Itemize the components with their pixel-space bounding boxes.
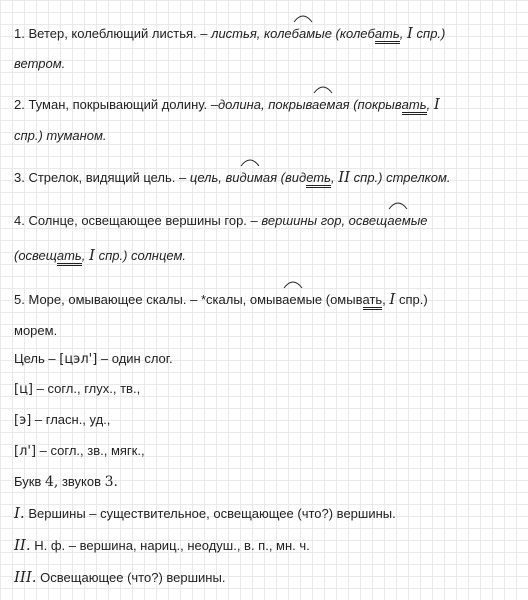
dash: – [179, 170, 187, 185]
conjugation-text: спр.) стрелком. [353, 170, 451, 185]
participle-phrase: Ветер, колеблющий листья. [28, 26, 197, 41]
analysis-text: – один слог. [100, 351, 173, 366]
item-4-line-2 [14, 246, 186, 266]
parsing-line-3 [14, 568, 225, 587]
transcription: [э] [14, 413, 32, 428]
phrase-part: мые [401, 213, 428, 228]
transcription: [л'] [14, 444, 37, 459]
dash: – [250, 213, 258, 228]
item-number: 1. [14, 26, 25, 41]
arc-icon [388, 200, 408, 210]
arc-letter: е [319, 97, 327, 112]
analysis-text: – согл., глух., тв., [36, 381, 141, 396]
item-5-line-2: морем. [14, 323, 58, 338]
parsing-text: Вершины – существительное, освещающее (что?) вершины. [28, 506, 396, 521]
parsing-roman: III. [14, 568, 37, 586]
phrase-part: (освещ [14, 248, 57, 263]
phrase-part: мые (колеб [306, 26, 375, 41]
suffix-vowel-arc-mark [299, 25, 306, 43]
arc-letter: е [394, 213, 402, 228]
analysis-line-3 [14, 411, 110, 430]
comma: , [81, 248, 86, 263]
item-number: 2. [14, 97, 25, 112]
verb-ending-underline: ать [363, 293, 383, 310]
item-2-line-2: спр.) туманом. [14, 128, 107, 143]
letter-count: 4, [44, 474, 59, 490]
sound-count: 3. [104, 474, 118, 490]
phrase-part: мая (покрыв [326, 97, 402, 112]
phrase-part: листья, колеб [211, 26, 299, 41]
comma: , [399, 26, 404, 41]
dash: – [48, 351, 56, 366]
comma: , [330, 170, 335, 185]
analysis-text: – согл., зв., мягк., [39, 443, 145, 458]
arc-icon [293, 13, 313, 23]
verb-ending-underline: ать [375, 27, 400, 44]
conjugation-text: спр.) [398, 292, 428, 307]
parsing-text: Н. ф. – вершина, нариц., неодуш., в. п., мн. ч. [34, 538, 310, 553]
analysis-line-5 [14, 473, 118, 491]
analysis-text: – гласн., уд., [34, 412, 111, 427]
parsing-roman: II. [14, 536, 31, 554]
item-4-line-1 [14, 212, 428, 230]
parsing-roman: I. [14, 504, 25, 522]
item-1-line-2: ветром. [14, 56, 66, 71]
phrase-part: *скалы, омыва [200, 292, 290, 307]
item-1-line-1 [14, 24, 445, 44]
analysis-line-1 [14, 350, 173, 369]
analysis-text: Букв [14, 474, 42, 489]
arc-icon [240, 157, 260, 167]
participle-phrase: Солнце, освещающее вершины гор. [28, 213, 247, 228]
dash: – [190, 292, 198, 307]
phrase-part: мая (вид [253, 170, 307, 185]
suffix-vowel-arc-mark [289, 291, 296, 309]
verb-ending-underline: ать [57, 249, 82, 266]
item-number: 5. [14, 292, 25, 307]
transcription: [ц] [14, 382, 33, 397]
item-2-line-1 [14, 95, 440, 115]
transcription: [цэл'] [59, 352, 98, 367]
analysis-text: звуков [61, 474, 102, 489]
item-number: 4. [14, 213, 25, 228]
parsing-line-2 [14, 536, 310, 555]
phrase-part: цель, вид [189, 170, 247, 185]
arc-icon [313, 84, 333, 94]
item-5-line-1 [14, 290, 428, 310]
participle-phrase: Море, омывающее скалы. [28, 292, 187, 307]
analysis-word: Цель [14, 351, 45, 366]
arc-letter: и [246, 170, 254, 185]
item-3-line-1 [14, 168, 451, 188]
conjugation-roman: II [338, 168, 351, 186]
conjugation-text: спр.) солнцем. [98, 248, 186, 263]
verb-ending-underline: еть [306, 171, 331, 188]
suffix-vowel-arc-mark [247, 169, 254, 187]
conjugation-roman: I [389, 290, 396, 308]
conjugation-roman: I [406, 24, 413, 42]
suffix-vowel-arc-mark [319, 96, 326, 114]
participle-phrase: Туман, покрывающий долину. [28, 97, 208, 112]
arc-icon [283, 279, 303, 289]
arc-letter: е [289, 292, 297, 307]
arc-letter: а [298, 26, 307, 41]
item-number: 3. [14, 170, 25, 185]
parsing-text: Освещающее (что?) вершины. [40, 570, 226, 585]
analysis-line-2 [14, 380, 140, 399]
dash: – [200, 26, 208, 41]
phrase-part: вершины гор, освеща [261, 213, 395, 228]
phrase-part: мые (омыв [296, 292, 363, 307]
conjugation-roman: I [433, 95, 440, 113]
phrase-part: долина, покрыва [217, 97, 320, 112]
participle-phrase: Стрелок, видящий цель. [28, 170, 176, 185]
conjugation-text: спр.) [416, 26, 446, 41]
conjugation-roman: I [89, 246, 95, 264]
analysis-line-4 [14, 442, 145, 461]
comma: , [426, 97, 431, 112]
verb-ending-underline: ать [402, 98, 427, 115]
parsing-line-1 [14, 504, 396, 523]
comma: , [382, 292, 386, 307]
dash: – [210, 97, 218, 112]
suffix-vowel-arc-mark [395, 212, 402, 230]
